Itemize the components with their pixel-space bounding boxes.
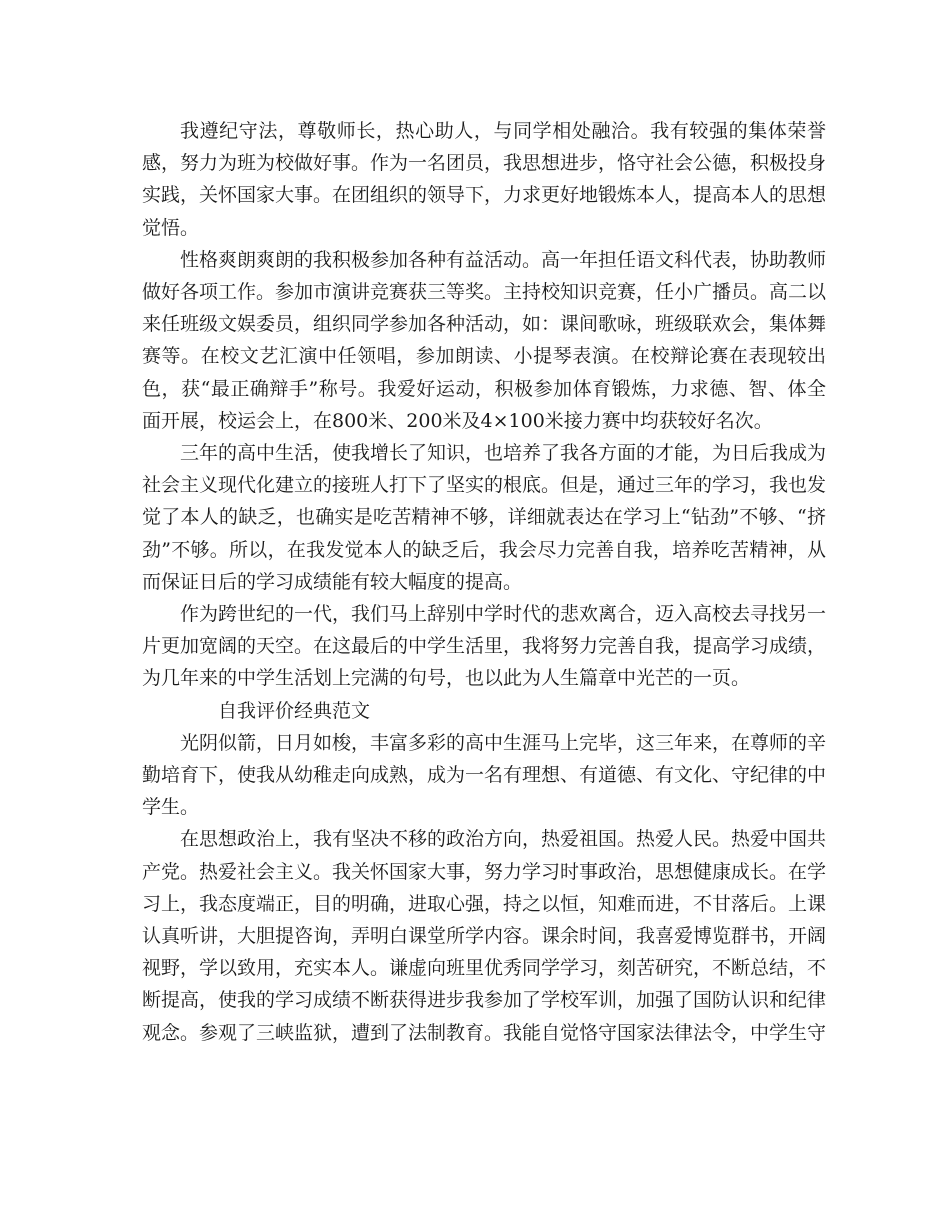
paragraph-activities: 性格爽朗爽朗的我积极参加各种有益活动。高一年担任语文科代表，协助教师做好各项工作。参加市演讲竞赛获三等奖。主持校知识竞赛，任小广播员。高二以来任班级文娱委员，组织同学参加各种活动，如：课间歌咏，班级联欢会，集体舞赛等。在校文艺汇演中任领唱，参加朗读、小提琴表演。在校辩论赛在表现较出色，获“最正确辩手”称号。我爱好运动，积极参加体育锻炼，力求德、智、体全面开展，校运会上，在800米、200米及4×100米接力赛中均获较好名次。 xyxy=(142,248,827,432)
paragraph-discipline: 我遵纪守法，尊敬师长，热心助人，与同学相处融洽。我有较强的集体荣誉感，努力为班为校做好事。作为一名团员，我思想进步，恪守社会公德，积极投身实践，关怀国家大事。在团组织的领导下，力求更好地锻炼本人，提高本人的思想觉悟。 xyxy=(142,120,827,239)
section-heading: 自我评价经典范文 xyxy=(218,699,371,722)
paragraph-new-generation: 作为跨世纪的一代，我们马上辞别中学时代的悲欢离合，迈入高校去寻找另一片更加宽阔的天空。在这最后的中学生活里，我将努力完善自我，提高学习成绩，为几年来的中学生活划上完满的句号，也以此为人生篇章中光芒的一页。 xyxy=(142,603,827,690)
paragraph-politics-study: 在思想政治上，我有坚决不移的政治方向，热爱祖国。热爱人民。热爱中国共产党。热爱社会主义。我关怀国家大事，努力学习时事政治，思想健康成长。在学习上，我态度端正，目的明确，进取心强，持之以恒，知难而进，不甘落后。上课认真听讲，大胆提咨询，弄明白课堂所学内容。课余时间，我喜爱博览群书，开阔视野，学以致用，充实本人。谦虚向班里优秀同学学习，刻苦研究，不断总结，不断提高，使我的学习成绩不断获得进步我参加了学校军训，加强了国防认识和纪律观念。参观了三峡监狱，遭到了法制教育。我能自觉恪守国家法律法令，中学生守 xyxy=(142,828,827,1044)
paragraph-high-school-life: 三年的高中生活，使我增长了知识，也培养了我各方面的才能，为日后我成为社会主义现代化建立的接班人打下了坚实的根底。但是，通过三年的学习，我也发觉了本人的缺乏，也确实是吃苦精神不够，详细就表达在学习上“钻劲”不够、“挤劲”不够。所以，在我发觉本人的缺乏后，我会尽力完善自我，培养吃苦精神，从而保证日后的学习成绩能有较大幅度的提高。 xyxy=(142,442,827,593)
paragraph-time-flies: 光阴似箭，日月如梭，丰富多彩的高中生涯马上完毕，这三年来，在尊师的辛勤培育下，使我从幼稚走向成熟，成为一名有理想、有道德、有文化、守纪律的中学生。 xyxy=(142,731,827,819)
document-page xyxy=(142,115,826,1049)
